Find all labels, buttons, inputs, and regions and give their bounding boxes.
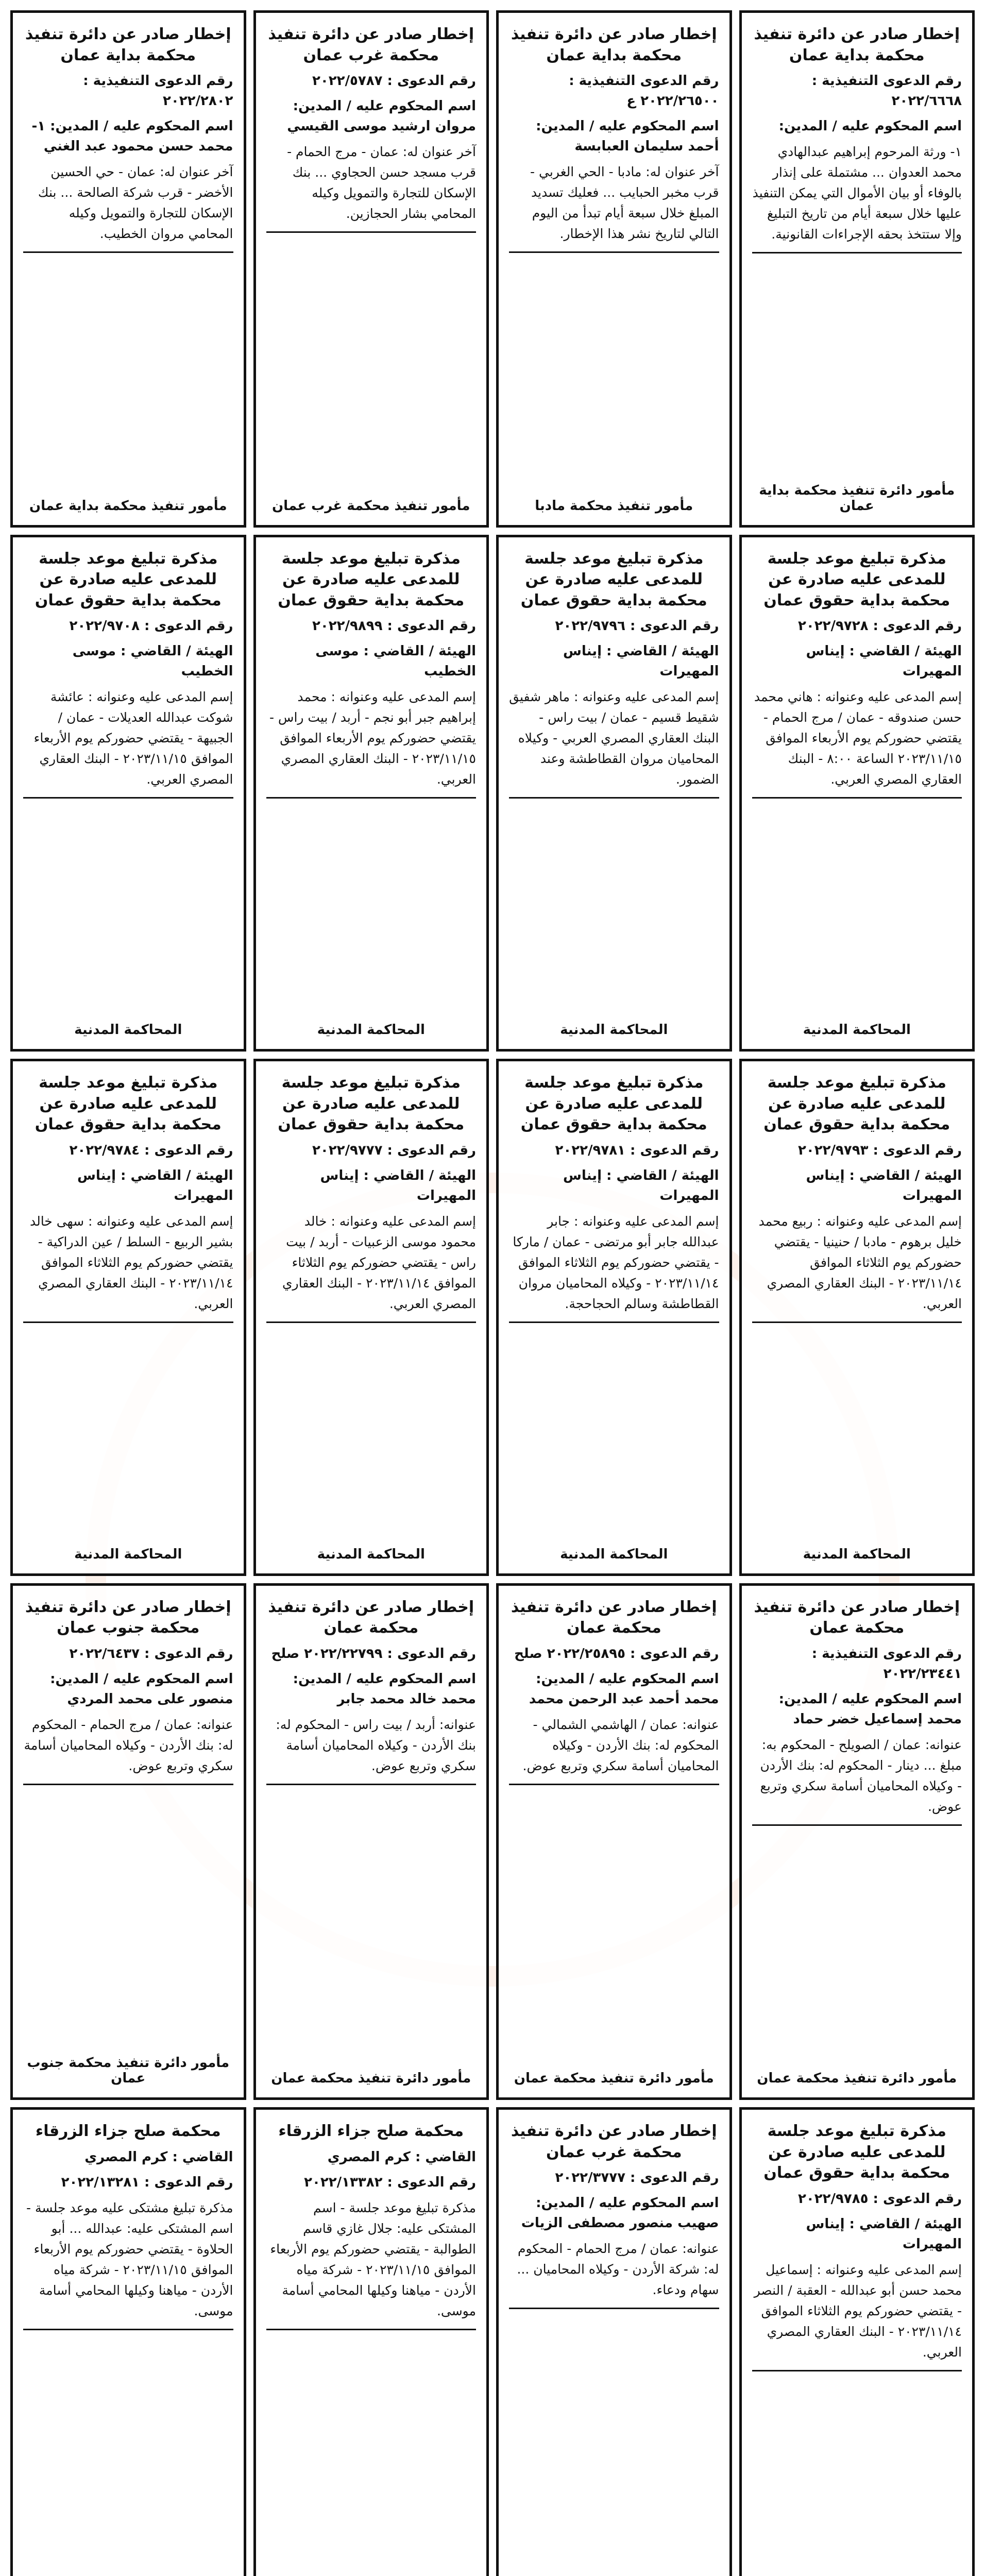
notice-party: الهيئة / القاضي : إيناس المهيرات [806,2216,962,2252]
notice-title: محكمة صلح جزاء الزرقاء [35,2122,221,2140]
notice-title: مذكرة تبليغ موعد جلسة للمدعى عليه صادرة عن محكمة بداية حقوق عمان [763,1074,950,1133]
notice-body: إسم المدعى عليه وعنوانه : خالد محمود موسى الزعبيات - أربد / بيت راس - يقتضي حضوركم يوم الثلاثاء الموافق ٢٠٢٣/١١/١٤ - البنك العقاري المصري العربي. [282,1213,476,1311]
divider [752,2370,962,2371]
notice-body: إسم المدعى عليه وعنوانه : جابر عبدالله جابر أبو مرتضى - عمان / ماركا - يقتضي حضوركم يوم الثلاثاء الموافق ٢٠٢٣/١١/١٤ - وكيلاه المحاميان مروان القطاطشة وسالم الحجاحجة. [513,1213,719,1311]
divider [23,251,233,253]
notice-case: رقم الدعوى : ٢٠٢٢/٣٧٧٧ [555,2170,719,2185]
notice-title: إخطار صادر عن دائرة تنفيذ محكمة بداية عمان [25,25,231,64]
divider [752,1824,962,1826]
notice-card [496,1583,732,2100]
notice-party: اسم المحكوم عليه / المدين: صهيب منصور مصطفى الزيات [521,2195,719,2231]
divider [509,251,719,253]
notice-party: الهيئة / القاضي : إيناس المهيرات [563,1167,719,1204]
notice-card [739,10,975,528]
notice-party: الهيئة / القاضي : إيناس المهيرات [320,1167,476,1204]
notice-signature: مأمور دائرة تنفيذ محكمة بداية عمان [759,482,955,514]
notice-title: إخطار صادر عن دائرة تنفيذ محكمة عمان [511,1598,717,1637]
notice-body: آخر عنوان له: عمان - مرج الحمام - قرب مسجد حسن الحجاوي ... بنك الإسكان للتجارة والتمويل وكيله المحامي بشار الحجازين. [287,144,476,221]
notice-signature: المحاكمة المدنية [317,1022,425,1038]
divider [23,1321,233,1323]
notice-body: آخر عنوان له: عمان - حي الحسين الأخضر - قرب شركة الصالحة ... بنك الإسكان للتجارة والتمويل وكيله المحامي مروان الخطيب. [38,164,233,241]
notice-body: إسم المدعى عليه وعنوانه : محمد إبراهيم جبر أبو نجم - أربد / بيت راس - يقتضي حضوركم يوم الأربعاء الموافق ٢٠٢٣/١١/١٥ - البنك العقاري المصري العربي. [269,689,476,787]
notice-title: مذكرة تبليغ موعد جلسة للمدعى عليه صادرة عن محكمة بداية حقوق عمان [763,2122,950,2182]
notice-party: اسم المحكوم عليه / المدين: مروان ارشيد موسى القيسي [287,98,476,134]
notice-title: إخطار صادر عن دائرة تنفيذ محكمة عمان [268,1598,474,1637]
notice-case: رقم الدعوى : ٢٠٢٢/٦٤٣٧ [69,1646,233,1662]
notice-signature: المحاكمة المدنية [560,1022,668,1038]
notice-case: رقم الدعوى : ٢٠٢٢/٩٧٨٥ [798,2191,962,2207]
notice-case: رقم الدعوى : ٢٠٢٢/٢٥٨٩٥ صلح [514,1646,719,1662]
divider [23,797,233,799]
notice-card [496,10,732,528]
notice-signature: مأمور دائرة تنفيذ محكمة عمان [514,2071,714,2086]
divider [266,797,477,799]
divider [266,231,477,233]
notice-body: عنوانه: عمان / مرج الحمام - المحكوم له: شركة الأردن - وكيلاه المحاميان ... سهام ودعاء. [517,2241,719,2297]
notices-grid [10,10,975,2576]
notice-title: إخطار صادر عن دائرة تنفيذ محكمة بداية عمان [754,25,960,64]
notice-signature: المحاكمة المدنية [74,1022,182,1038]
notice-signature: مأمور دائرة تنفيذ محكمة جنوب عمان [27,2055,230,2086]
notice-body: مذكرة تبليغ موعد جلسة - اسم المشتكى عليه: جلال غازي قاسم الطوالبة - يقتضي حضوركم يوم الأربعاء الموافق ٢٠٢٣/١١/١٥ - شركة مياه الأردن - مياهنا وكيلها المحامي أسامة موسى. [270,2200,476,2318]
notice-card [253,2107,489,2576]
notice-signature: المحاكمة المدنية [803,1546,911,1562]
notice-body: ١- ورثة المرحوم إبراهيم عبدالهادي محمد العدوان ... مشتملة على إنذار بالوفاء أو بيان الأموال التي يمكن التنفيذ عليها خلال سبعة أيام من تاريخ التبليغ وإلا ستتخذ بحقه الإجراءات القانونية. [752,144,962,242]
notice-party: اسم المحكوم عليه / المدين: محمد خالد محمد جابر [293,1671,476,1707]
notice-party: اسم المحكوم عليه / المدين: منصور على محمد المردي [50,1671,233,1707]
divider [752,1321,962,1323]
notice-party: اسم المحكوم عليه / المدين: ١- محمد حسن محمود عبد الغني [31,118,233,154]
notice-signature: المحاكمة المدنية [560,1546,668,1562]
notice-signature: مأمور تنفيذ محكمة بداية عمان [29,498,227,514]
notice-card [496,535,732,1052]
notice-signature: مأمور تنفيذ محكمة مادبا [535,498,693,514]
notice-title: مذكرة تبليغ موعد جلسة للمدعى عليه صادرة عن محكمة بداية حقوق عمان [278,1074,465,1133]
notice-case: رقم الدعوى : ٢٠٢٢/٩٧٩٦ [555,618,719,634]
notice-title: مذكرة تبليغ موعد جلسة للمدعى عليه صادرة عن محكمة بداية حقوق عمان [520,549,707,609]
notice-case: رقم الدعوى التنفيذية : ٢٠٢٢/٢٨٠٢ [83,73,233,109]
notice-body: عنوانه: عمان / الهاشمي الشمالي - المحكوم له: بنك الأردن - وكيلاه المحاميان أسامة سكري وتربع عوض. [522,1717,719,1773]
notice-body: إسم المدعى عليه وعنوانه : عائشة شوكت عبدالله العديلات - عمان / الجبيهة - يقتضي حضوركم يوم الأربعاء الموافق ٢٠٢٣/١١/١٥ - البنك العقاري المصري العربي. [33,689,233,787]
notice-title: مذكرة تبليغ موعد جلسة للمدعى عليه صادرة عن محكمة بداية حقوق عمان [520,1074,707,1133]
notice-party: الهيئة / القاضي : إيناس المهيرات [77,1167,233,1204]
notice-card [10,2107,246,2576]
notice-party: اسم المحكوم عليه / المدين: [778,118,962,134]
notice-party: الهيئة / القاضي : إيناس المهيرات [806,643,962,679]
notice-signature: المحاكمة المدنية [74,1546,182,1562]
notice-body: عنوانه: عمان / مرج الحمام - المحكوم له: بنك الأردن - وكيلاه المحاميان أسامة سكري وتربع عوض. [24,1717,233,1773]
notice-party: الهيئة / القاضي : إيناس المهيرات [806,1167,962,1204]
notice-party: اسم المحكوم عليه / المدين: محمد إسماعيل خضر حماد [778,1691,962,1727]
notice-title: إخطار صادر عن دائرة تنفيذ محكمة غرب عمان [511,2122,717,2161]
notice-card [253,10,489,528]
notice-party: الهيئة / القاضي : موسى الخطيب [315,643,476,679]
notice-case: رقم الدعوى : ٢٠٢٢/٩٧٧٧ [312,1142,476,1158]
notice-signature: مأمور دائرة تنفيذ محكمة عمان [271,2071,471,2086]
notice-title: إخطار صادر عن دائرة تنفيذ محكمة عمان [754,1598,960,1637]
notice-signature: مأمور دائرة تنفيذ محكمة عمان [757,2071,957,2086]
notice-party: رقم الدعوى : ٢٠٢٢/١٣٣٨٢ [304,2174,476,2190]
notice-case: القاضي : كرم المصري [84,2149,233,2165]
notice-card [10,10,246,528]
notice-case: رقم الدعوى : ٢٠٢٢/٩٧٨٤ [69,1142,233,1158]
notice-title: مذكرة تبليغ موعد جلسة للمدعى عليه صادرة عن محكمة بداية حقوق عمان [763,549,950,609]
divider [509,2308,719,2309]
notice-case: رقم الدعوى : ٢٠٢٢/٩٧٨١ [555,1142,719,1158]
notice-case: رقم الدعوى التنفيذية : ٢٠٢٢/٢٦٥٠٠ ع [569,73,719,109]
notice-case: رقم الدعوى التنفيذية : ٢٠٢٢/٢٣٤٤١ [811,1646,962,1682]
notice-body: إسم المدعى عليه وعنوانه : هاني محمد حسن صندوقه - عمان / مرج الحمام - يقتضي حضوركم يوم الأربعاء الموافق ٢٠٢٣/١١/١٥ الساعة ٨:٠٠ - البنك العقاري المصري العربي. [754,689,962,787]
notice-body: عنوانه: أربد / بيت راس - المحكوم له: بنك الأردن - وكيلاه المحاميان أسامة سكري وتربع عوض. [276,1717,476,1773]
divider [509,1321,719,1323]
divider [266,1784,477,1785]
notice-case: رقم الدعوى التنفيذية : ٢٠٢٢/٦٦٦٨ [811,73,962,109]
notice-card [253,1059,489,1576]
notice-body: آخر عنوان له: مادبا - الحي الغربي - قرب مخبر الحبايب ... فعليك تسديد المبلغ خلال سبعة أيام تبدأ من اليوم التالي لتاريخ نشر هذا الإخطار. [530,164,719,241]
notice-card [253,535,489,1052]
notice-signature: المحاكمة المدنية [317,1546,425,1562]
notice-card [739,1583,975,2100]
divider [266,1321,477,1323]
notice-title: محكمة صلح جزاء الزرقاء [278,2122,464,2140]
notice-body: إسم المدعى عليه وعنوانه : إسماعيل محمد حسن أبو عبدالله - العقبة / النصر - يقتضي حضوركم يوم الثلاثاء الموافق ٢٠٢٣/١١/١٤ - البنك العقاري المصري العربي. [754,2262,962,2360]
divider [266,2329,477,2330]
notice-card [10,1583,246,2100]
notice-signature: مأمور تنفيذ محكمة غرب عمان [271,498,470,514]
notice-party: الهيئة / القاضي : إيناس المهيرات [563,643,719,679]
notice-title: إخطار صادر عن دائرة تنفيذ محكمة جنوب عمان [25,1598,231,1637]
divider [23,1784,233,1785]
notice-title: مذكرة تبليغ موعد جلسة للمدعى عليه صادرة عن محكمة بداية حقوق عمان [278,549,465,609]
divider [23,2329,233,2330]
notice-case: رقم الدعوى : ٢٠٢٢/٩٧٠٨ [69,618,233,634]
notice-case: رقم الدعوى : ٢٠٢٢/٩٨٩٩ [312,618,476,634]
divider [752,797,962,799]
notice-card [739,2107,975,2576]
divider [509,797,719,799]
notice-card [496,1059,732,1576]
notice-case: رقم الدعوى : ٢٠٢٢/٩٧٩٣ [798,1142,962,1158]
notice-title: مذكرة تبليغ موعد جلسة للمدعى عليه صادرة عن محكمة بداية حقوق عمان [35,1074,222,1133]
notice-card [739,1059,975,1576]
notice-case: القاضي : كرم المصري [327,2149,476,2165]
notice-card [253,1583,489,2100]
notice-title: إخطار صادر عن دائرة تنفيذ محكمة بداية عمان [511,25,717,64]
notice-case: رقم الدعوى : ٢٠٢٢/٢٢٧٩٩ صلح [271,1646,476,1662]
notice-party: اسم المحكوم عليه / المدين: أحمد سليمان العبابسة [536,118,719,154]
notice-body: عنوانه: عمان / الصويلح - المحكوم به: مبلغ ... دينار - المحكوم له: بنك الأردن - وكيلاه المحاميان أسامة سكري وتربع عوض. [760,1737,962,1814]
notice-case: رقم الدعوى : ٢٠٢٢/٥٧٨٧ [312,73,476,89]
notice-party: اسم المحكوم عليه / المدين: محمد أحمد عبد الرحمن محمد [529,1671,719,1707]
notice-title: مذكرة تبليغ موعد جلسة للمدعى عليه صادرة عن محكمة بداية حقوق عمان [35,549,222,609]
notice-card [10,535,246,1052]
notice-signature: المحاكمة المدنية [803,1022,911,1038]
notice-card [10,1059,246,1576]
notice-body: مذكرة تبليغ مشتكى عليه موعد جلسة - اسم المشتكى عليه: عبدالله ... أبو الحلاوة - يقتضي حضوركم يوم الأربعاء الموافق ٢٠٢٣/١١/١٥ - شركة مياه الأردن - مياهنا وكيلها المحامي أسامة موسى. [26,2200,233,2318]
notice-body: إسم المدعى عليه وعنوانه : ربيع محمد خليل برهوم - مادبا / حنينيا - يقتضي حضوركم يوم الثلاثاء الموافق ٢٠٢٣/١١/١٤ - البنك العقاري المصري العربي. [758,1213,962,1311]
notice-party: الهيئة / القاضي : موسى الخطيب [72,643,233,679]
notice-case: رقم الدعوى : ٢٠٢٢/٩٧٢٨ [798,618,962,634]
notice-party: رقم الدعوى : ٢٠٢٢/١٣٢٨١ [61,2174,233,2190]
notice-body: إسم المدعى عليه وعنوانه : سهى خالد بشير الربيع - السلط / عين الدراكية - يقتضي حضوركم يوم الثلاثاء الموافق ٢٠٢٣/١١/١٤ - البنك العقاري المصري العربي. [29,1213,233,1311]
divider [509,1784,719,1785]
notice-title: إخطار صادر عن دائرة تنفيذ محكمة غرب عمان [268,25,474,64]
notice-card [496,2107,732,2576]
notice-card [739,535,975,1052]
notice-body: إسم المدعى عليه وعنوانه : ماهر شفيق شقيط قسيم - عمان / بيت راس - البنك العقاري المصري العربي - وكيلاه المحاميان مروان القطاطشة وعند الضمور. [509,689,719,787]
divider [752,252,962,253]
